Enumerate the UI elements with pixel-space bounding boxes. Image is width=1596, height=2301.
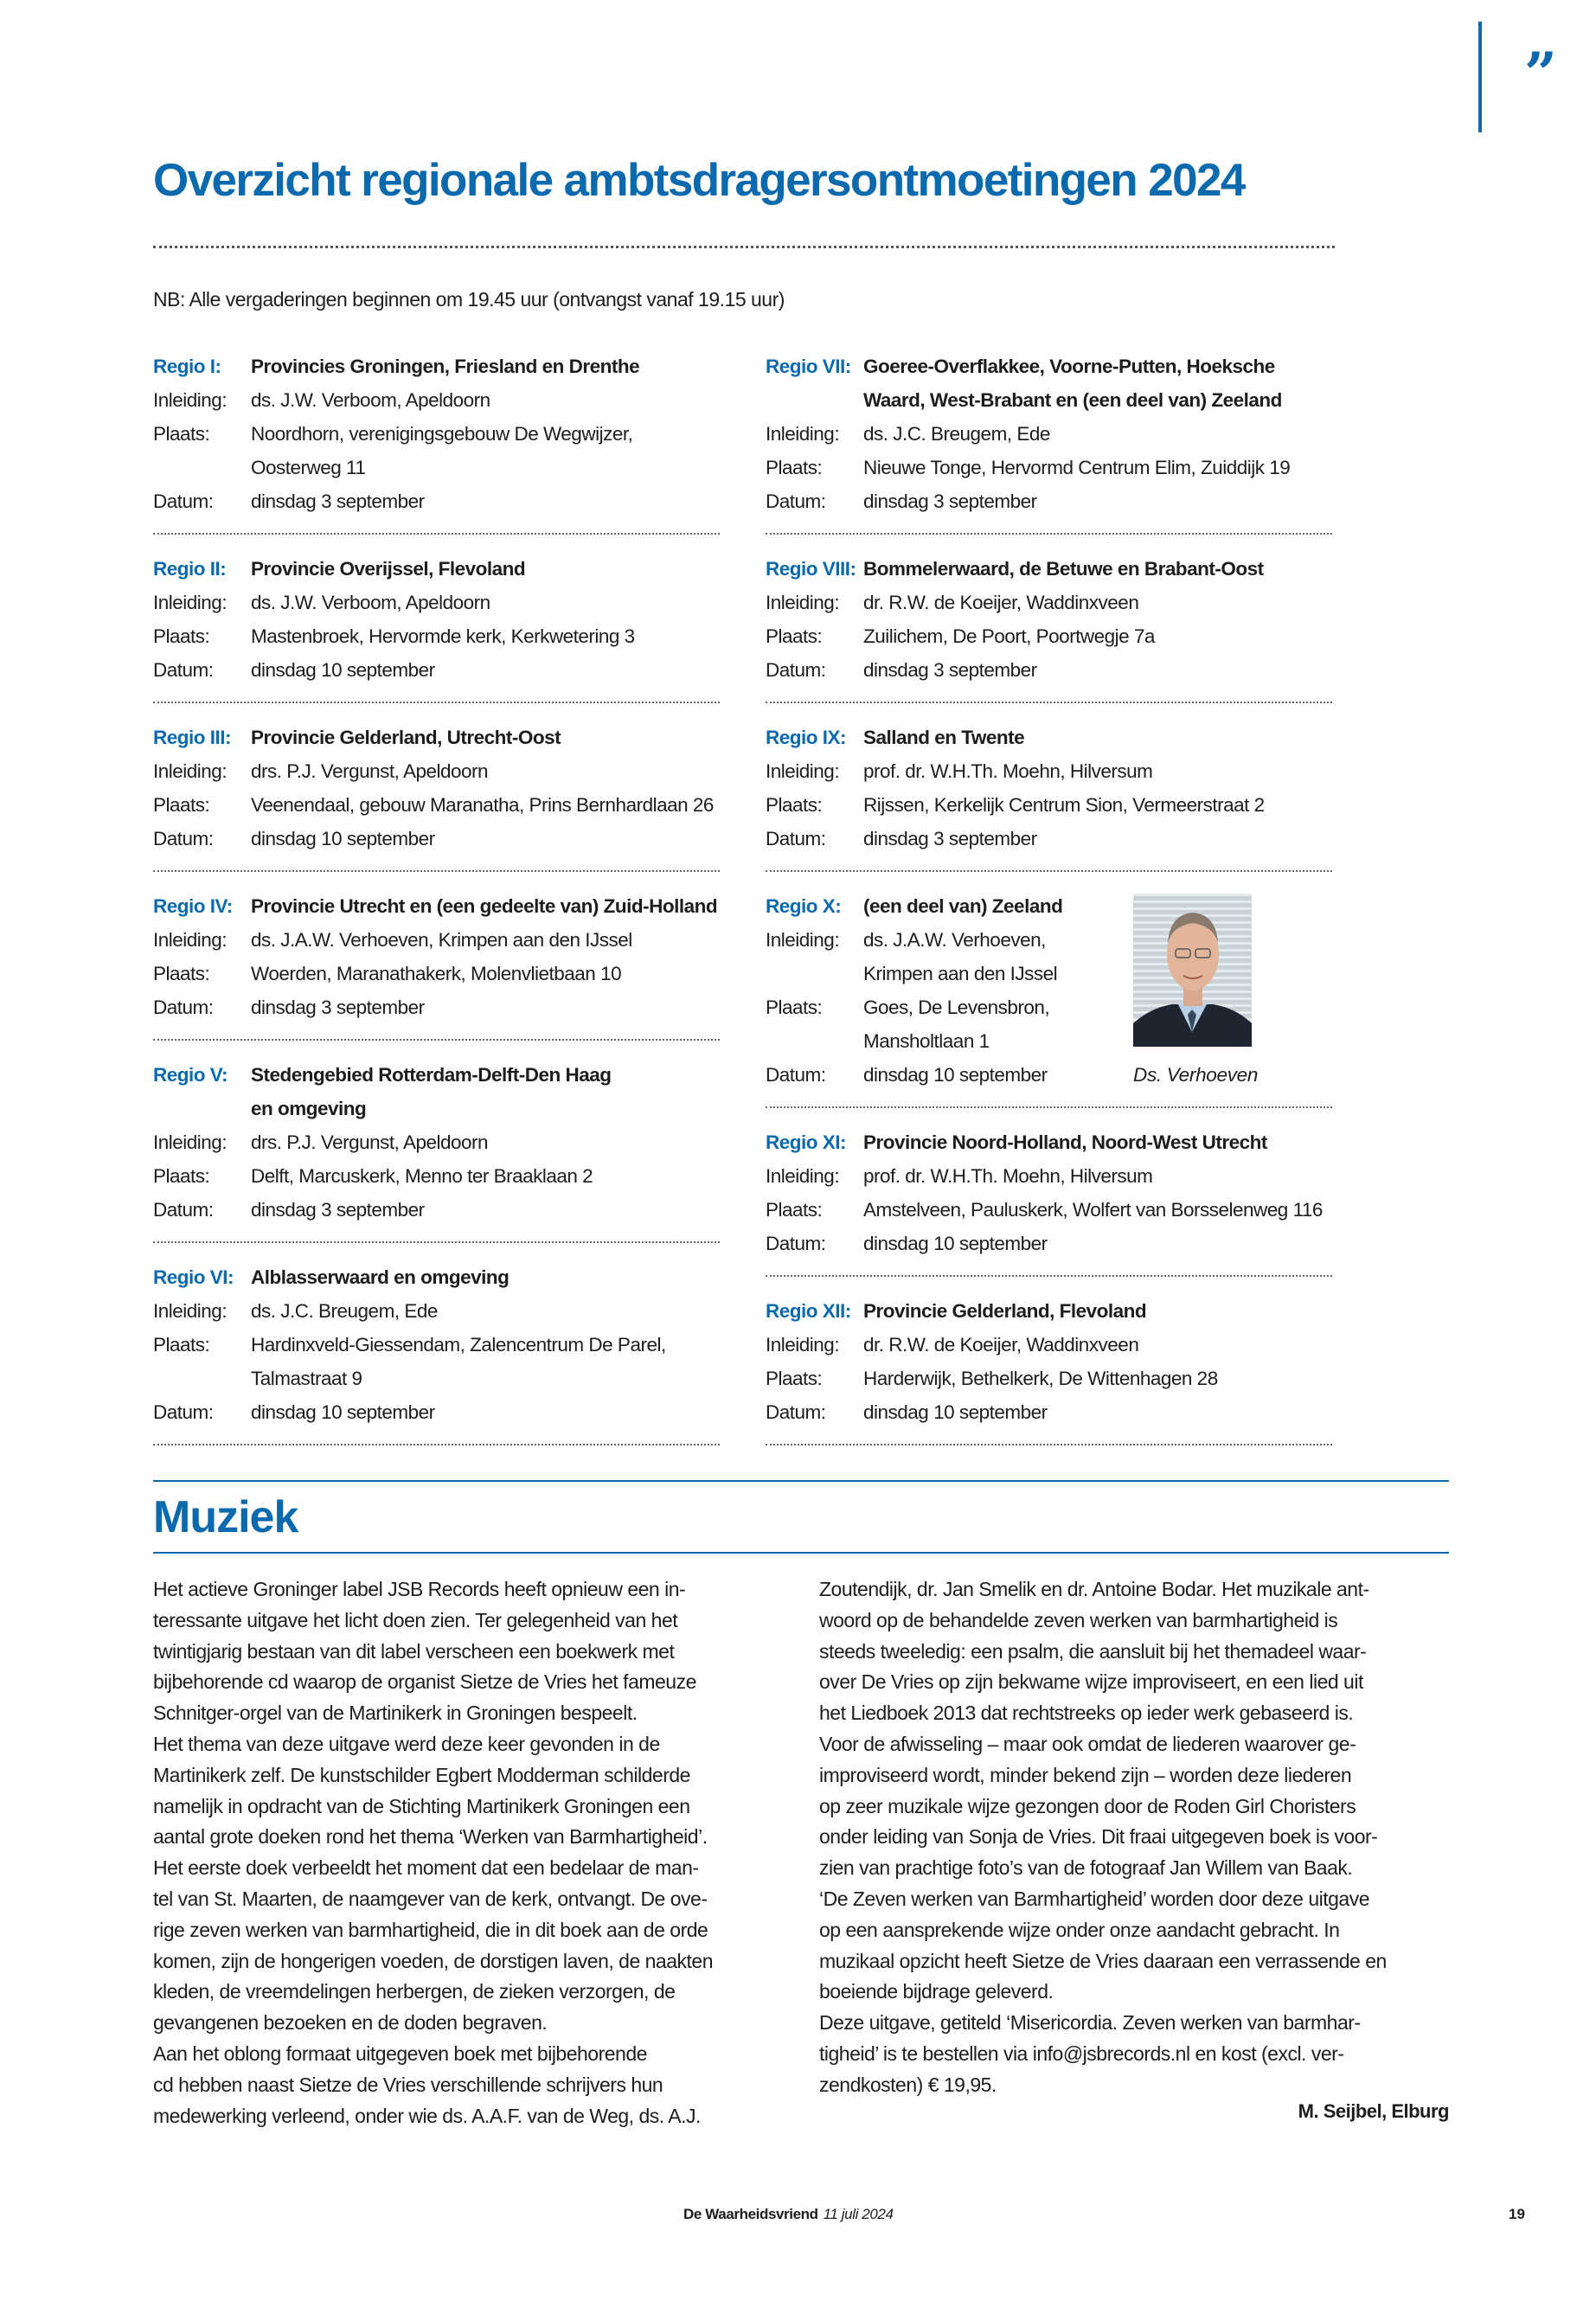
region-row-inleiding	[766, 754, 1332, 788]
region-divider	[766, 1260, 1332, 1294]
region-title: (een deel van) Zeeland	[863, 895, 1063, 917]
region-label: Regio XI:	[766, 1131, 847, 1153]
article-line: zien van prachtige foto’s van de fotograaf Jan Willem van Baak.	[819, 1856, 1353, 1880]
article-line: muzikaal opzicht heeft Sietze de Vries daaraan een verrassende en	[819, 1949, 1387, 1972]
region-divider	[153, 1429, 720, 1463]
row-label: Datum:	[153, 490, 214, 512]
article-column-left	[153, 1574, 793, 2131]
section-rule-bottom	[153, 1552, 1449, 1554]
region-row-datum	[153, 653, 720, 687]
region-block	[153, 1260, 720, 1429]
row-label: Inleiding:	[153, 592, 228, 613]
row-label: Datum:	[153, 1401, 214, 1423]
row-value: Woerden, Maranathakerk, Molenvlietbaan 10	[251, 963, 622, 984]
region-title: Provincie Overijssel, Flevoland	[251, 558, 526, 580]
row-value: Hardinxveld-Giessendam, Zalencentrum De Parel, Talmastraat 9	[251, 1334, 666, 1389]
region-row-inleiding	[153, 1125, 720, 1159]
row-value: Amstelveen, Pauluskerk, Wolfert van Borsselenweg 116	[863, 1199, 1323, 1221]
region-label: Regio IV:	[153, 895, 233, 917]
region-block	[153, 889, 720, 1024]
row-value: ds. J.C. Breugem, Ede	[863, 423, 1050, 445]
article-line: twintigjarig bestaan van dit label verscheen een boekwerk met	[153, 1639, 675, 1663]
region-row-plaats	[766, 451, 1332, 484]
row-value: Delft, Marcuskerk, Menno ter Braaklaan 2	[251, 1165, 593, 1187]
row-label: Plaats:	[153, 963, 210, 984]
row-label: Datum:	[766, 490, 826, 512]
region-row-inleiding	[153, 923, 720, 957]
row-value: Nieuwe Tonge, Hervormd Centrum Elim, Zuiddijk 19	[863, 457, 1291, 478]
row-value: dinsdag 10 september	[863, 1064, 1048, 1086]
row-value: ds. J.W. Verboom, Apeldoorn	[251, 389, 490, 411]
row-label: Inleiding:	[766, 1165, 840, 1187]
region-divider	[766, 1092, 1332, 1125]
article-line: bijbehorende cd waarop de organist Sietze de Vries het fameuze	[153, 1670, 696, 1694]
row-value: Harderwijk, Bethelkerk, De Wittenhagen 28	[863, 1368, 1218, 1389]
region-divider	[766, 1429, 1332, 1463]
row-value: dinsdag 10 september	[251, 659, 435, 681]
region-block	[766, 1294, 1332, 1429]
region-title: Provincie Gelderland, Utrecht-Oost	[251, 727, 561, 748]
region-title: Alblasserwaard en omgeving	[251, 1266, 510, 1288]
region-label: Regio X:	[766, 895, 842, 917]
regions-right-column	[766, 349, 1332, 1463]
row-label: Plaats:	[766, 997, 823, 1018]
portrait-photo	[1133, 894, 1252, 1047]
row-label: Inleiding:	[766, 423, 840, 445]
article-line: woord op de behandelde zeven werken van barmhartigheid is	[819, 1608, 1338, 1631]
region-divider	[766, 518, 1332, 552]
row-value: prof. dr. W.H.Th. Moehn, Hilversum	[863, 1165, 1153, 1187]
region-row-plaats	[766, 788, 1332, 822]
issue-date: 11 juli 2024	[823, 2206, 894, 2222]
region-row-plaats	[153, 957, 720, 990]
region-block	[766, 349, 1332, 518]
region-row-plaats	[153, 788, 720, 822]
row-value: dinsdag 10 september	[251, 828, 435, 849]
article-line: rige zeven werken van barmhartigheid, die in dit boek aan de orde	[153, 1918, 708, 1941]
row-value: ds. J.C. Breugem, Ede	[251, 1300, 438, 1322]
margin-bar	[1478, 22, 1482, 132]
region-row-inleiding	[153, 1294, 720, 1328]
page-number: 19	[1509, 2206, 1525, 2222]
row-value: Mastenbroek, Hervormde kerk, Kerkwetering 3	[251, 625, 635, 647]
article-line: steeds tweeledig: een psalm, die aansluit bij het themadeel waar-	[819, 1639, 1367, 1663]
article-line: Schnitger-orgel van de Martinikerk in Groningen bespeelt.	[153, 1702, 638, 1725]
article-line: op een aansprekende wijze onder onze aandacht gebracht. In	[819, 1918, 1340, 1941]
row-value: ds. J.A.W. Verhoeven, Krimpen aan den IJssel	[251, 929, 632, 951]
region-row-inleiding	[153, 586, 720, 619]
region-row-plaats	[153, 619, 720, 653]
photo-caption: Ds. Verhoeven	[1133, 1064, 1259, 1086]
row-label: Datum:	[766, 1233, 826, 1254]
page-title: Overzicht regionale ambtsdragersontmoetingen 2024	[153, 155, 1245, 206]
region-block	[153, 721, 720, 856]
row-value: prof. dr. W.H.Th. Moehn, Hilversum	[863, 760, 1153, 782]
region-row-plaats	[153, 1328, 720, 1395]
article-line: op zeer muzikale wijze gezongen door de Roden Girl Choristers	[819, 1794, 1356, 1817]
region-divider	[153, 687, 720, 721]
row-label: Datum:	[766, 828, 826, 849]
row-label: Inleiding:	[766, 592, 840, 613]
region-label: Regio IX:	[766, 727, 847, 748]
region-row-datum	[766, 1227, 1332, 1260]
article-line: Deze uitgave, getiteld ‘Misericordia. Zeven werken van barmhar-	[819, 2011, 1361, 2035]
row-value: ds. J.A.W. Verhoeven, Krimpen aan den IJssel	[863, 929, 1058, 984]
article-line: namelijk in opdracht van de Stichting Martinikerk Groningen een	[153, 1794, 690, 1817]
row-value: dinsdag 10 september	[863, 1233, 1048, 1254]
region-title: Stedengebied Rotterdam-Delft-Den Haag en omgeving	[251, 1064, 612, 1119]
row-value: Goes, De Levensbron, Mansholtlaan 1	[863, 997, 1050, 1052]
row-value: dinsdag 3 september	[251, 490, 425, 512]
region-row-plaats	[153, 417, 720, 484]
region-header	[153, 349, 720, 383]
row-label: Datum:	[766, 1064, 826, 1086]
region-row-plaats	[766, 1193, 1332, 1227]
article-line: cd hebben naast Sietze de Vries verschillende schrijvers hun	[153, 2073, 663, 2096]
region-row-plaats	[766, 1362, 1332, 1395]
article-line: Aan het oblong formaat uitgegeven boek met bijbehorende	[153, 2041, 647, 2065]
row-value: drs. P.J. Vergunst, Apeldoorn	[251, 1131, 489, 1153]
row-value: dinsdag 3 september	[251, 1199, 425, 1221]
row-label: Plaats:	[153, 625, 210, 647]
title-divider	[153, 246, 1335, 248]
row-label: Plaats:	[766, 457, 823, 478]
region-row-datum	[153, 990, 720, 1024]
row-label: Plaats:	[766, 625, 823, 647]
region-title: Bommelerwaard, de Betuwe en Brabant-Oost	[863, 558, 1264, 580]
row-value: dr. R.W. de Koeijer, Waddinxveen	[863, 1334, 1139, 1356]
row-value: dinsdag 3 september	[863, 490, 1037, 512]
region-row-datum	[153, 484, 720, 518]
regions-left-column	[153, 349, 720, 1463]
region-row-inleiding	[766, 586, 1332, 619]
article-line: Zoutendijk, dr. Jan Smelik en dr. Antoine Bodar. Het muzikale ant-	[819, 1578, 1369, 1600]
row-value: Noordhorn, verenigingsgebouw De Wegwijzer, Oosterweg 11	[251, 423, 633, 478]
region-divider	[153, 1227, 720, 1260]
region-row-inleiding	[766, 417, 1332, 451]
region-row-plaats	[766, 619, 1332, 653]
region-row-datum	[766, 1395, 1332, 1429]
article-line: zendkosten) € 19,95.	[819, 2073, 997, 2096]
row-label: Datum:	[153, 659, 214, 681]
row-label: Datum:	[153, 997, 214, 1018]
row-label: Plaats:	[766, 1199, 823, 1221]
row-label: Datum:	[153, 828, 214, 849]
article-line: ‘De Zeven werken van Barmhartigheid’ worden door deze uitgave	[819, 1887, 1370, 1910]
row-label: Inleiding:	[153, 760, 228, 782]
region-row-datum	[153, 822, 720, 856]
region-row-datum	[153, 1395, 720, 1429]
region-block	[153, 349, 720, 518]
region-header	[153, 889, 720, 923]
article-line: tigheid’ is te bestellen via info@jsbrecords.nl en kost (excl. ver-	[819, 2041, 1344, 2065]
region-block	[766, 1125, 1332, 1260]
article-line: Het actieve Groninger label JSB Records heeft opnieuw een in-	[153, 1578, 686, 1600]
region-header	[153, 1058, 720, 1125]
region-divider	[766, 856, 1332, 889]
region-block	[766, 552, 1332, 687]
region-label: Regio XII:	[766, 1300, 851, 1322]
region-divider	[153, 856, 720, 889]
meeting-note: NB: Alle vergaderingen beginnen om 19.45 uur (ontvangst vanaf 19.15 uur)	[153, 288, 785, 311]
region-row-datum	[766, 822, 1332, 856]
region-header	[766, 349, 1332, 417]
article-line: Voor de afwisseling – maar ook omdat de liederen waarover ge-	[819, 1732, 1356, 1755]
region-divider	[153, 1024, 720, 1058]
region-label: Regio VII:	[766, 356, 851, 377]
article-line: medewerking verleend, onder wie ds. A.A.F. van de Weg, ds. A.J.	[153, 2104, 701, 2127]
region-row-inleiding	[766, 1328, 1332, 1362]
row-label: Plaats:	[766, 1368, 823, 1389]
region-header	[766, 721, 1332, 754]
region-header	[766, 552, 1332, 586]
region-title: Provincies Groningen, Friesland en Drenthe	[251, 356, 640, 377]
row-label: Inleiding:	[766, 929, 840, 951]
region-label: Regio II:	[153, 558, 227, 580]
row-label: Plaats:	[153, 1165, 210, 1187]
region-header	[766, 1294, 1332, 1328]
footer	[683, 2206, 894, 2223]
row-value: dinsdag 3 september	[251, 997, 425, 1018]
article-line: Het eerste doek verbeeldt het moment dat een bedelaar de man-	[153, 1856, 699, 1880]
row-label: Inleiding:	[766, 760, 840, 782]
region-row-inleiding	[153, 383, 720, 417]
article-line: improviseerd wordt, minder bekend zijn – worden deze liederen	[819, 1763, 1352, 1786]
article-line: onder leiding van Sonja de Vries. Dit fraai uitgegeven boek is voor-	[819, 1825, 1378, 1849]
row-value: dinsdag 3 september	[863, 659, 1037, 681]
row-label: Plaats:	[153, 1334, 210, 1356]
row-label: Inleiding:	[153, 1300, 228, 1322]
region-header	[766, 1125, 1332, 1159]
row-value: dinsdag 3 september	[863, 828, 1037, 849]
portrait-photo	[1133, 894, 1252, 1047]
region-label: Regio VIII:	[766, 558, 856, 580]
row-value: drs. P.J. Vergunst, Apeldoorn	[251, 760, 489, 782]
region-row-datum	[153, 1193, 720, 1227]
row-value: Veenendaal, gebouw Maranatha, Prins Bernhardlaan 26	[251, 794, 714, 816]
row-value: Zuilichem, De Poort, Poortwegje 7a	[863, 625, 1155, 647]
region-header	[153, 721, 720, 754]
publication-name: De Waarheidsvriend	[683, 2206, 818, 2222]
region-block	[153, 1058, 720, 1227]
region-title: Provincie Gelderland, Flevoland	[863, 1300, 1147, 1322]
region-header	[153, 1260, 720, 1294]
row-label: Plaats:	[153, 794, 210, 816]
region-row-datum	[766, 484, 1332, 518]
row-label: Inleiding:	[153, 929, 228, 951]
row-value: ds. J.W. Verboom, Apeldoorn	[251, 592, 490, 613]
section-rule-top	[153, 1480, 1449, 1482]
row-label: Plaats:	[766, 794, 823, 816]
row-value: dinsdag 10 september	[863, 1401, 1048, 1423]
region-row-datum	[766, 653, 1332, 687]
article-line: komen, zijn de hongerigen voeden, de dorstigen laven, de naakten	[153, 1949, 713, 1972]
region-row-inleiding	[153, 754, 720, 788]
row-value: Rijssen, Kerkelijk Centrum Sion, Vermeerstraat 2	[863, 794, 1265, 816]
row-value: dr. R.W. de Koeijer, Waddinxveen	[863, 592, 1139, 613]
region-block	[766, 889, 1332, 1092]
row-label: Datum:	[766, 1401, 826, 1423]
article-line: gevangenen bezoeken en de doden begraven.	[153, 2011, 548, 2035]
row-label: Datum:	[153, 1199, 214, 1221]
region-title: Salland en Twente	[863, 727, 1025, 748]
region-title: Provincie Noord-Holland, Noord-West Utrecht	[863, 1131, 1267, 1153]
article-line: tel van St. Maarten, de naamgever van de kerk, ontvangt. De ove-	[153, 1887, 708, 1910]
row-label: Inleiding:	[153, 389, 228, 411]
article-line: teressante uitgave het licht doen zien. Ter gelegenheid van het	[153, 1608, 678, 1631]
row-label: Plaats:	[153, 423, 210, 445]
article-line: het Liedboek 2013 dat rechtstreeks op ieder werk gebaseerd is.	[819, 1702, 1354, 1725]
row-label: Inleiding:	[766, 1334, 840, 1356]
article-line: Het thema van deze uitgave werd deze keer gevonden in de	[153, 1732, 660, 1755]
region-row-plaats	[153, 1159, 720, 1193]
row-label: Inleiding:	[153, 1131, 228, 1153]
closing-quote-icon: ”	[1524, 40, 1557, 107]
region-block	[153, 552, 720, 687]
article-line: Martinikerk zelf. De kunstschilder Egbert Modderman schilderde	[153, 1763, 690, 1786]
row-label: Datum:	[766, 659, 826, 681]
article-line: aantal grote doeken rond het thema ‘Werken van Barmhartigheid’.	[153, 1825, 708, 1849]
region-label: Regio III:	[153, 727, 231, 748]
region-label: Regio VI:	[153, 1266, 234, 1288]
section-title-muziek: Muziek	[153, 1492, 298, 1542]
article-line: over De Vries op zijn bekwame wijze improviseert, en een lied uit	[819, 1670, 1363, 1694]
region-title: Goeree-Overflakkee, Voorne-Putten, Hoeksche Waard, West-Brabant en (een deel van) Zeeland	[863, 356, 1282, 411]
author-signature: M. Seijbel, Elburg	[1298, 2100, 1449, 2122]
row-value: dinsdag 10 september	[251, 1401, 435, 1423]
region-header	[153, 552, 720, 586]
article-line: boeiende bijdrage geleverd.	[819, 1980, 1054, 2003]
region-title: Provincie Utrecht en (een gedeelte van) Zuid-Holland	[251, 895, 718, 917]
region-block	[766, 721, 1332, 856]
region-row-inleiding	[766, 1159, 1332, 1193]
article-line: kleden, de vreemdelingen herbergen, de zieken verzorgen, de	[153, 1980, 676, 2003]
region-label: Regio V:	[153, 1064, 228, 1086]
region-divider	[766, 687, 1332, 721]
region-divider	[153, 518, 720, 552]
article-column-right	[819, 1574, 1459, 2101]
region-label: Regio I:	[153, 356, 221, 377]
